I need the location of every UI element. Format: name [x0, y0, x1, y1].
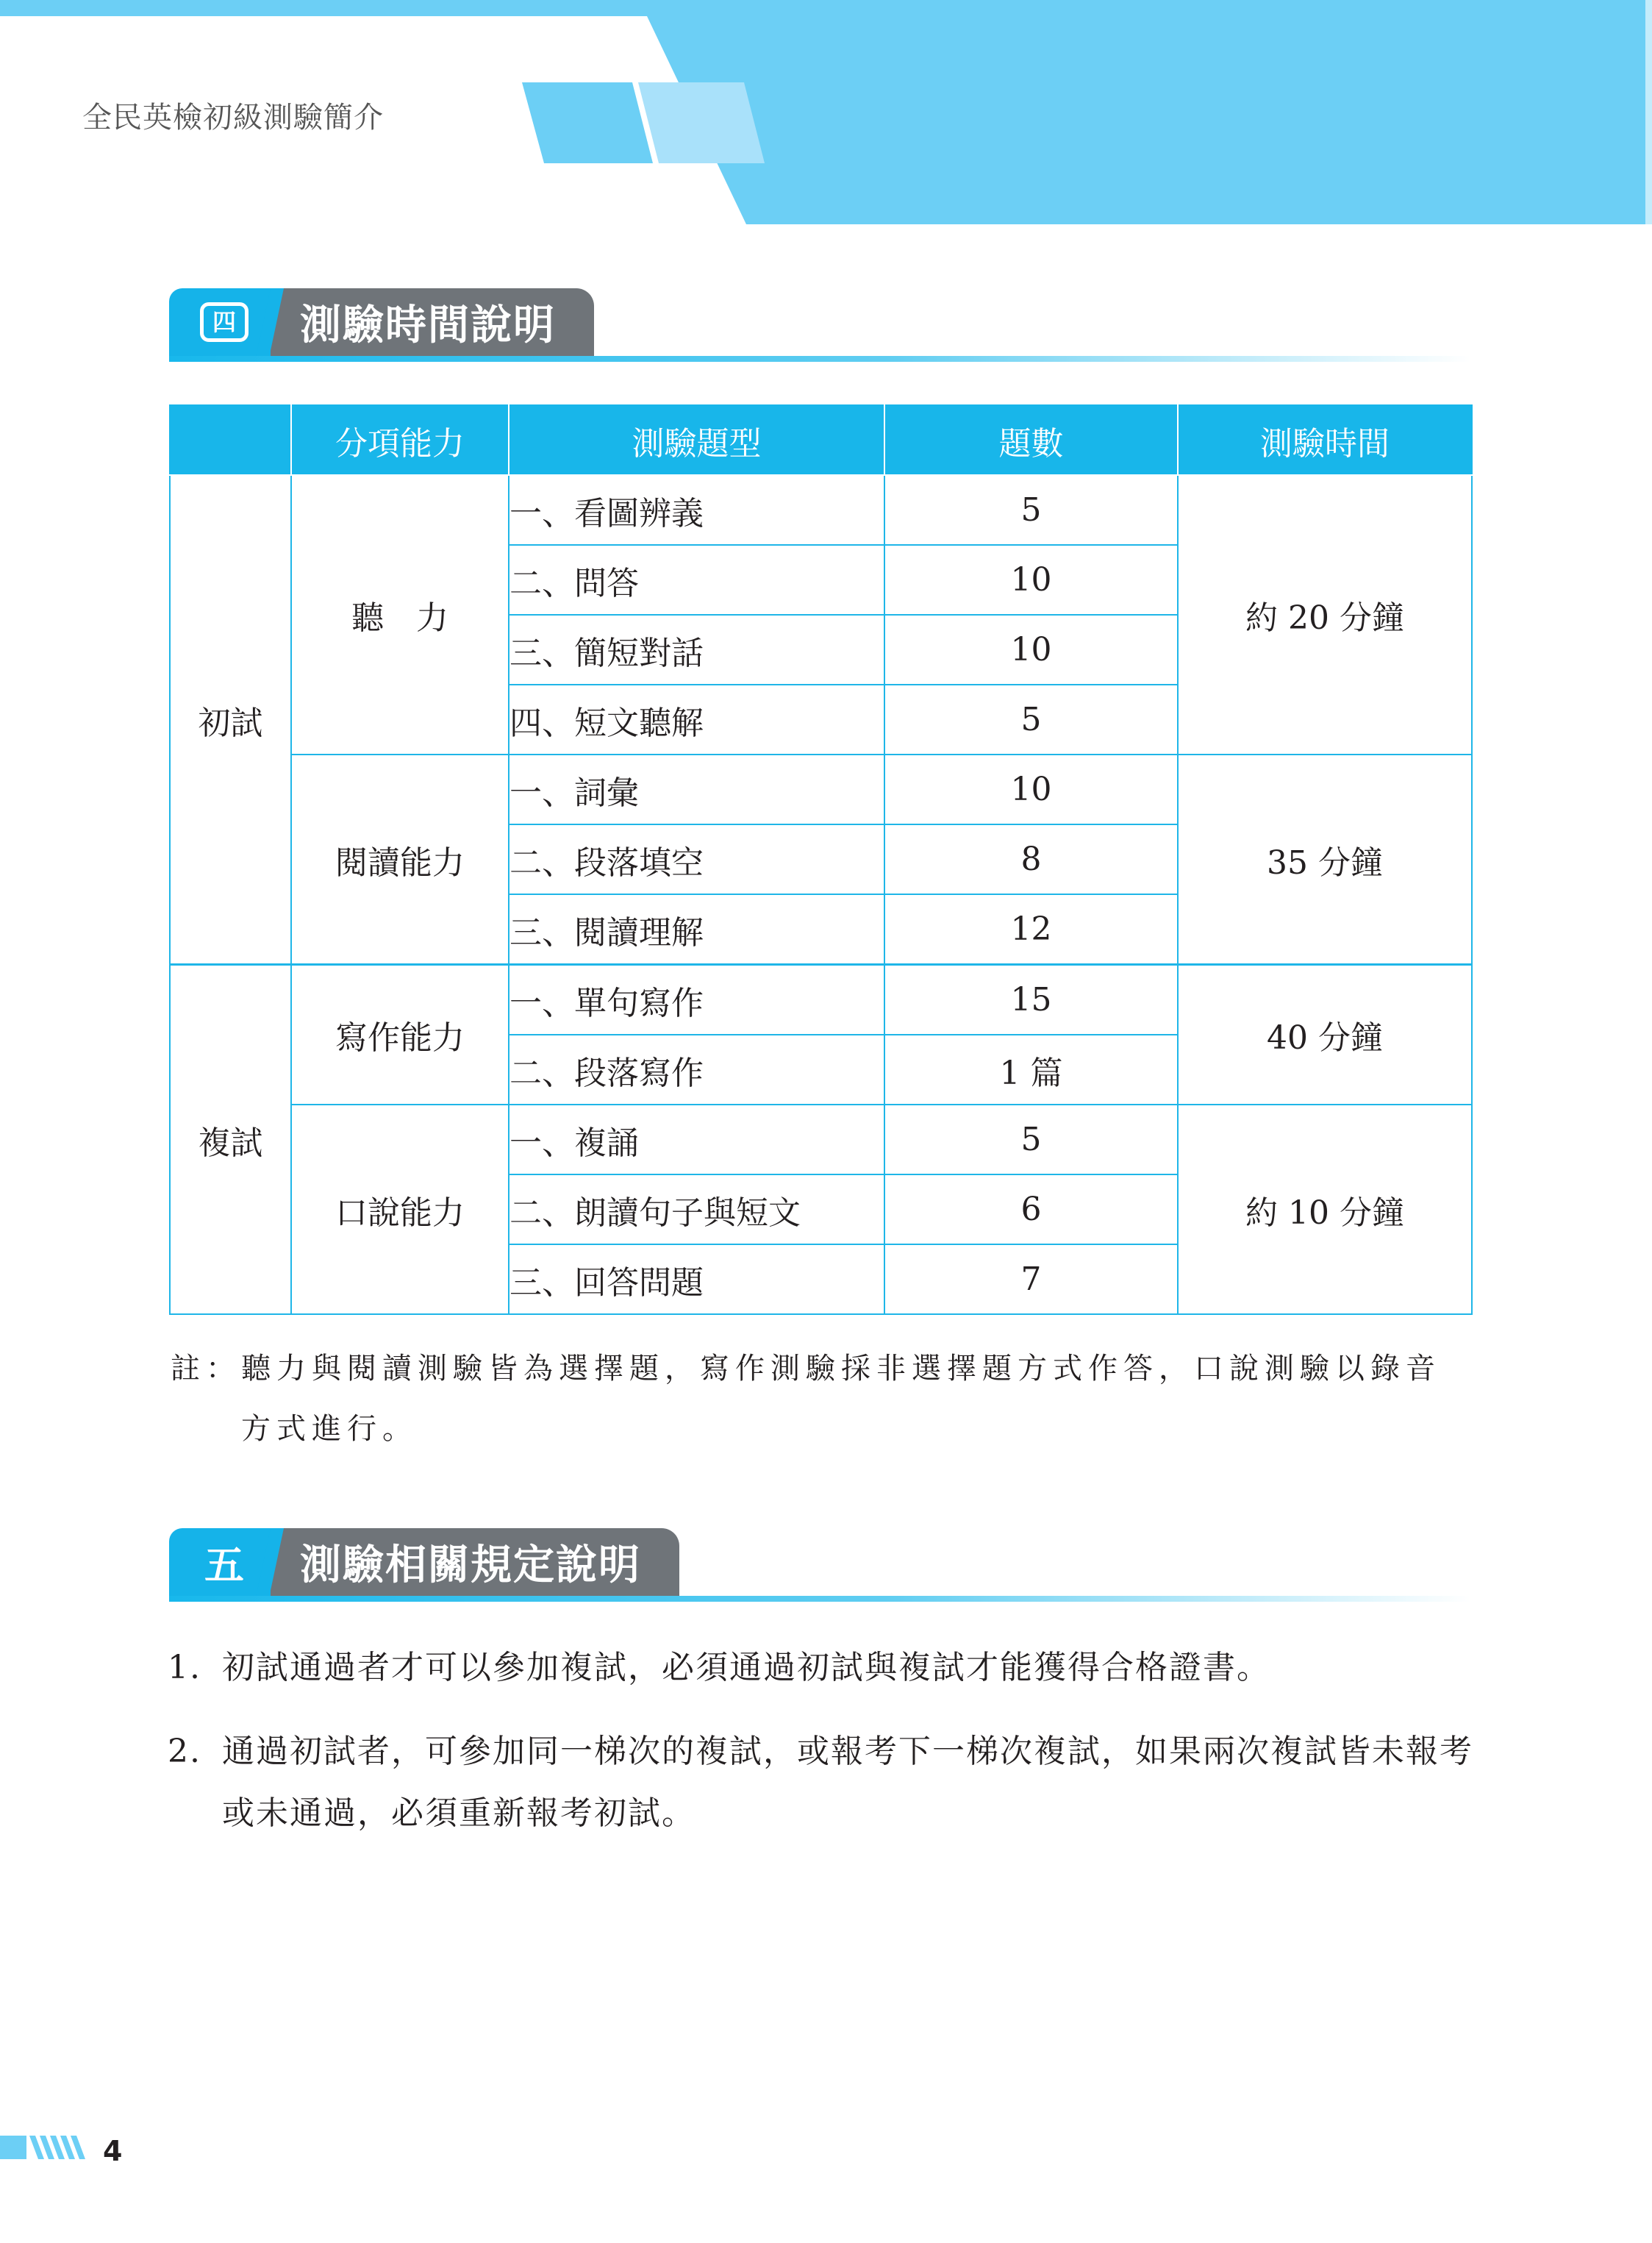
- type-cell: 二、問答: [509, 545, 884, 615]
- count-cell: 15: [884, 965, 1178, 1035]
- list-item-number: 1.: [168, 1649, 201, 1686]
- type-cell: 二、段落寫作: [509, 1035, 884, 1105]
- count-cell: 12: [884, 894, 1178, 965]
- time-cell: 約 20 分鐘: [1178, 475, 1472, 755]
- list-item: [168, 1637, 1484, 1699]
- section-title: 測驗相關規定說明: [271, 1528, 679, 1596]
- footer-stripe-decoration: [0, 2133, 88, 2162]
- header-cell-ability: 分項能力: [291, 405, 509, 475]
- table-note: [171, 1338, 1479, 1459]
- count-cell: 5: [884, 685, 1178, 755]
- count-cell: 10: [884, 545, 1178, 615]
- type-cell: 三、回答問題: [509, 1244, 884, 1314]
- stage-cell: 複試: [170, 965, 291, 1315]
- section-number: 五: [204, 1541, 244, 1588]
- count-cell: 7: [884, 1244, 1178, 1314]
- header-cell-count: 題數: [884, 405, 1178, 475]
- table-row: [170, 755, 1472, 824]
- section-heading-rule: [169, 356, 1470, 362]
- running-header-title: 全民英檢初級測驗簡介: [82, 101, 384, 135]
- stage-cell: 初試: [170, 475, 291, 965]
- table-row: [170, 1105, 1472, 1174]
- type-cell: 三、簡短對話: [509, 615, 884, 685]
- section-heading-rule: [169, 1596, 1470, 1602]
- time-cell: 40 分鐘: [1178, 965, 1472, 1105]
- table-row: [170, 965, 1472, 1035]
- section-title: 測驗時間說明: [271, 288, 594, 356]
- type-cell: 一、複誦: [509, 1105, 884, 1174]
- count-cell: 8: [884, 824, 1178, 894]
- type-cell: 三、閱讀理解: [509, 894, 884, 965]
- note-line-2: 方式進行。: [241, 1412, 418, 1446]
- type-cell: 一、看圖辨義: [509, 475, 884, 545]
- count-cell: 5: [884, 475, 1178, 545]
- count-cell: 1 篇: [884, 1035, 1178, 1105]
- header-cell-type: 測驗題型: [509, 405, 884, 475]
- page-number: 4: [103, 2135, 123, 2167]
- count-cell: 10: [884, 755, 1178, 824]
- rules-list: [168, 1637, 1484, 1844]
- list-item-text: 初試通過者才可以參加複試，必須通過初試與複試才能獲得合格證書。: [222, 1649, 1270, 1686]
- list-item: [168, 1721, 1484, 1844]
- header-cell-time: 測驗時間: [1178, 405, 1472, 475]
- time-cell: 35 分鐘: [1178, 755, 1472, 965]
- type-cell: 一、單句寫作: [509, 965, 884, 1035]
- count-cell: 6: [884, 1174, 1178, 1244]
- type-cell: 二、朗讀句子與短文: [509, 1174, 884, 1244]
- time-cell: 約 10 分鐘: [1178, 1105, 1472, 1314]
- list-item-number: 2.: [168, 1733, 201, 1770]
- count-cell: 10: [884, 615, 1178, 685]
- ability-cell: 聽 力: [291, 475, 509, 755]
- list-item-text: 通過初試者，可參加同一梯次的複試，或報考下一梯次複試，如果兩次複試皆未報考或未通過，必須重新報考初試。: [222, 1733, 1473, 1832]
- count-cell: 5: [884, 1105, 1178, 1174]
- section-number: 四: [200, 302, 248, 342]
- type-cell: 一、詞彙: [509, 755, 884, 824]
- section-heading-4: [169, 288, 1470, 362]
- table-row: [170, 475, 1472, 545]
- section-heading-5: [169, 1528, 1470, 1602]
- ability-cell: 口說能力: [291, 1105, 509, 1314]
- ability-cell: 閱讀能力: [291, 755, 509, 965]
- ability-cell: 寫作能力: [291, 965, 509, 1105]
- type-cell: 四、短文聽解: [509, 685, 884, 755]
- note-line-1: 註：聽力與閱讀測驗皆為選擇題，寫作測驗採非選擇題方式作答，口說測驗以錄音: [171, 1352, 1441, 1386]
- header-cell-stage: [170, 405, 291, 475]
- test-schedule-table: [169, 404, 1473, 1315]
- type-cell: 二、段落填空: [509, 824, 884, 894]
- table-header-row: [170, 405, 1472, 475]
